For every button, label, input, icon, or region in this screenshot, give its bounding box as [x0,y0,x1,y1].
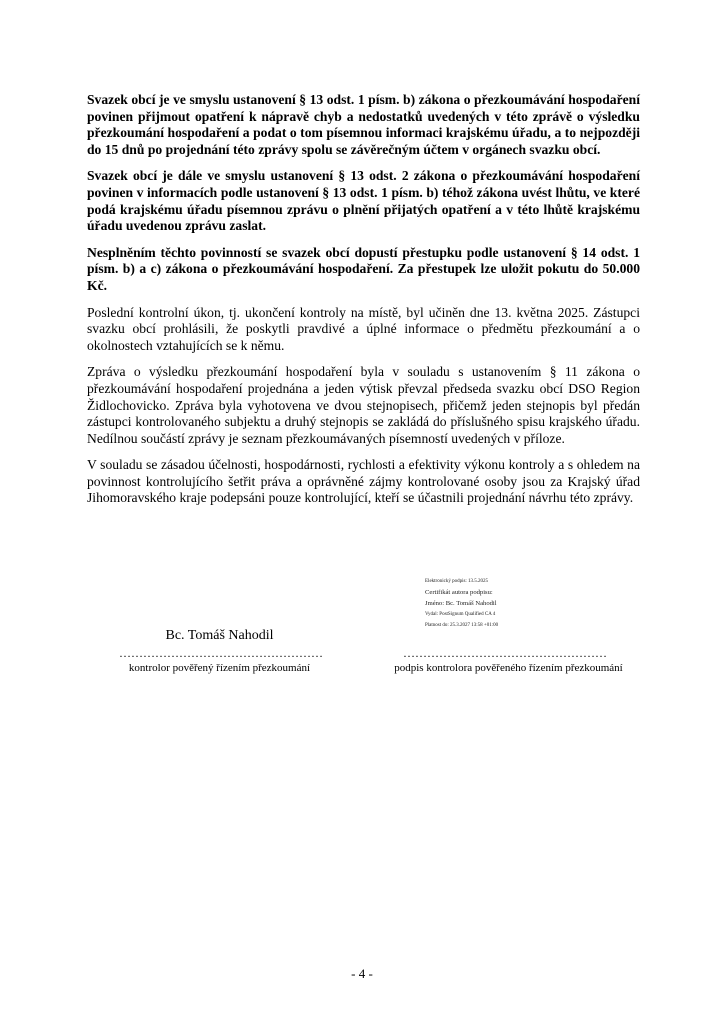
signature-area [87,576,640,686]
paragraph-report-discussion: Zpráva o výsledku přezkoumání hospodaření byla v souladu s ustanovením § 11 zákona o přezkoumávání hospodaření projednána a jeden výtisk převzal předseda svazku obcí DSO Region Židlochovicko. Zpráva byla vyhotovena ve dvou stejnopisech, přičemž jeden stejnopis byl předán zástupci kontrolovaného subjektu a druhý stejnopis se zakládá do příslušného spisu krajského úřadu. Nedílnou součástí zprávy je seznam přezkoumávaných písemností uvedených v příloze. [87,364,640,446]
paragraph-obligation-measures: Svazek obcí je ve smyslu ustanovení § 13 odst. 1 písm. b) zákona o přezkoumávání hospodaření povinen přijmout opatření k nápravě chyb a nedostatků uvedených v této zprávě o výsledku přezkoumání hospodaření a podat o tom písemnou informaci krajskému úřadu, a to nejpozději do 15 dnů po projednání této zprávy spolu se závěrečným účtem v orgánech svazku obcí. [87,92,640,157]
e-sign-date: Elektronický podpis: 13.5.2025 [425,579,489,584]
paragraph-signing-principle: V souladu se zásadou účelnosti, hospodárnosti, rychlosti a efektivity výkonu kontroly a s ohledem na povinnost kontrolujícího šetřit práva a oprávněné zájmy kontrolované osoby jsou za Krajský úřad Jihomoravského kraje podepsáni pouze kontrolující, kteří se účastnili projednání návrhu této zprávy. [87,457,640,506]
document-body [87,92,640,517]
e-sign-validity: Platnost do: 25.3.2027 13:58 +01:00 [425,623,499,628]
paragraph-obligation-deadline: Svazek obcí je dále ve smyslu ustanovení § 13 odst. 2 zákona o přezkoumávání hospodaření povinen v informacích podle ustanovení § 13 odst. 1 písm. b) téhož zákona uvést lhůtu, ve které podá krajskému úřadu písemnou zprávu o plnění přijatých opatření a v této lhůtě krajskému úřadu uvedenou zprávu zaslat. [87,168,640,234]
page-number: - 4 - [351,966,373,981]
e-sign-issuer: Vydal: PostSignum Qualified CA 4 [425,612,496,617]
signature-line-left: …………………………………………… [119,647,323,659]
electronic-signature-stamp [425,576,575,631]
paragraph-last-control-act: Poslední kontrolní úkon, tj. ukončení kontroly na místě, byl učiněn dne 13. května 2025. Zástupci svazku obcí prohlásili, že poskytli pravdivé a úplné informace o předmětu přezkoumání a o okolnostech vztahujících se k němu. [87,304,640,353]
e-sign-certificate-label: Certifikát autora podpisu: [425,589,493,596]
e-sign-name: Jméno: Bc. Tomáš Nahodil [425,600,497,607]
signature-line-right: …………………………………………… [403,647,607,659]
controller-role-caption: kontrolor pověřený řízením přezkoumání [128,662,311,674]
controller-name: Bc. Tomáš Nahodil [165,628,274,643]
signature-caption: podpis kontrolora pověřeného řízením přezkoumání [394,662,623,674]
paragraph-offence: Nesplněním těchto povinností se svazek obcí dopustí přestupku podle ustanovení § 14 odst. 1 písm. b) a c) zákona o přezkoumávání hospodaření. Za přestupek lze uložit pokutu do 50.000 Kč. [87,244,640,293]
